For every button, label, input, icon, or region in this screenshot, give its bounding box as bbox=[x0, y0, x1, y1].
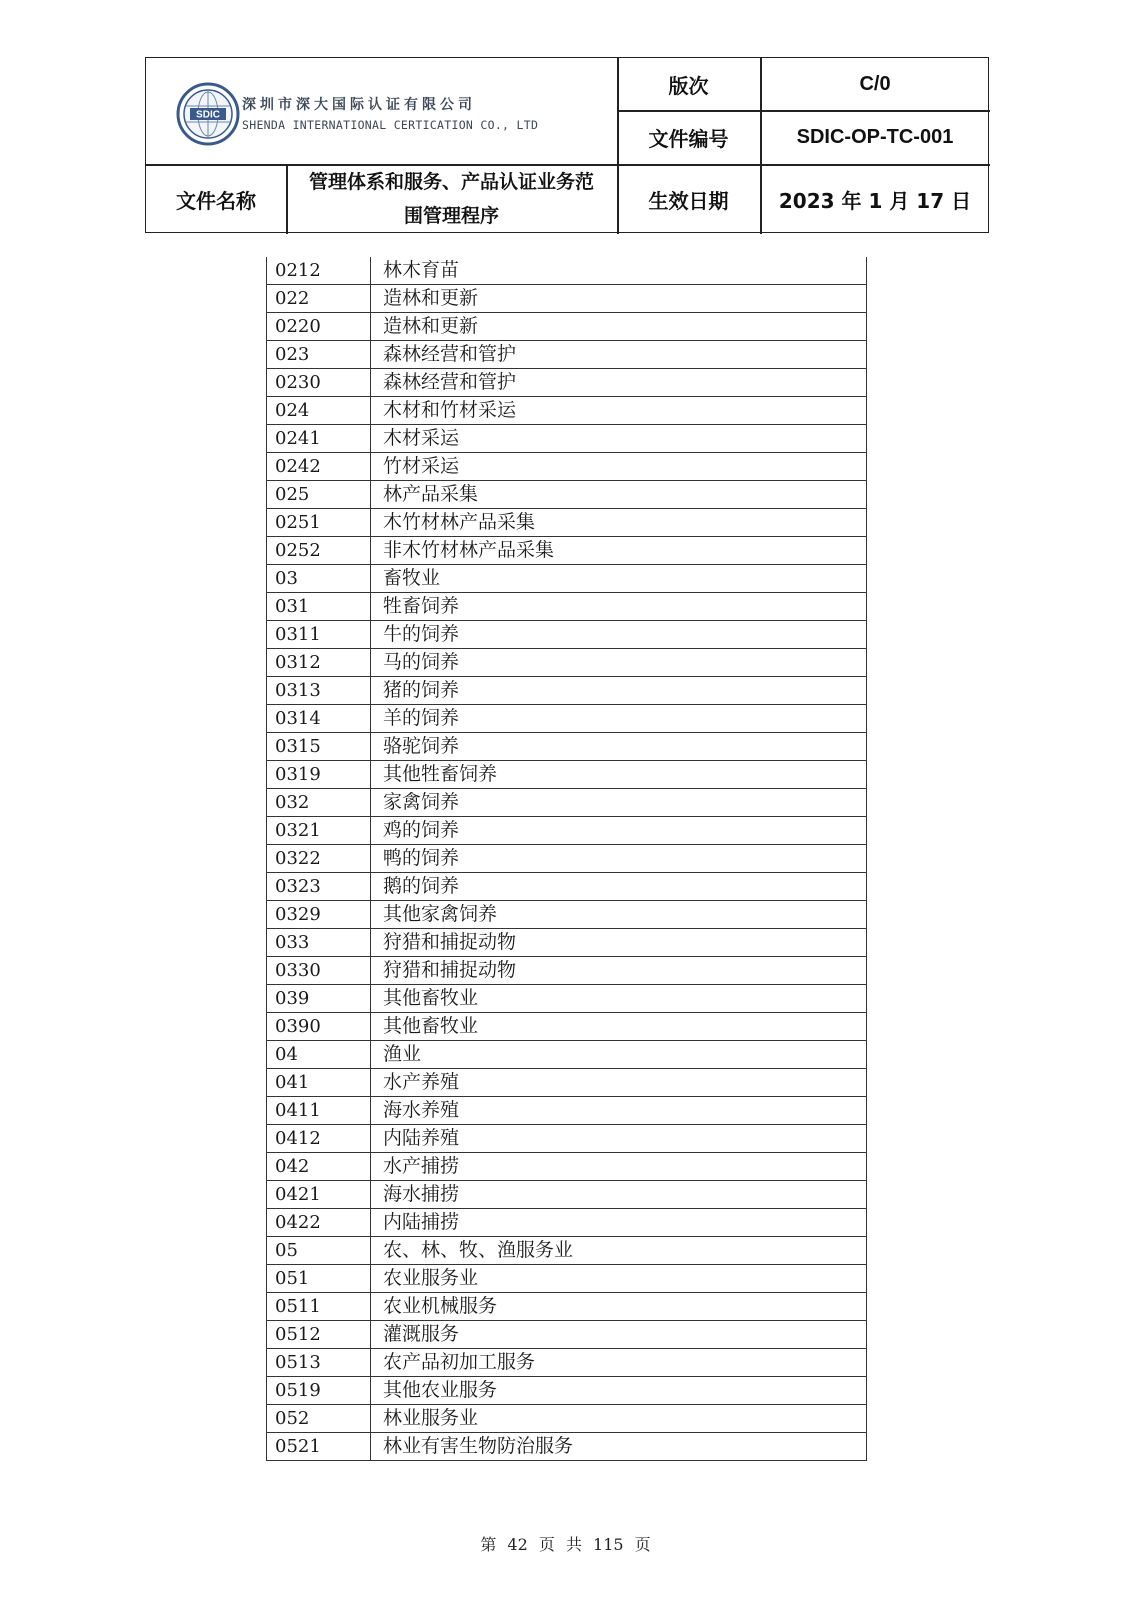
table-row bbox=[267, 257, 867, 285]
industry-name-cell: 内陆养殖 bbox=[371, 1125, 867, 1153]
industry-code-cell: 041 bbox=[267, 1069, 371, 1097]
table-row bbox=[267, 1433, 867, 1461]
industry-name-cell: 狩猎和捕捉动物 bbox=[371, 957, 867, 985]
industry-code-cell: 033 bbox=[267, 929, 371, 957]
table-row bbox=[267, 1237, 867, 1265]
industry-name-cell: 木材和竹材采运 bbox=[371, 397, 867, 425]
document-name-value bbox=[286, 164, 617, 234]
table-row bbox=[267, 509, 867, 537]
industry-name-cell: 木竹材林产品采集 bbox=[371, 509, 867, 537]
industry-code-cell: 0311 bbox=[267, 621, 371, 649]
industry-name-cell: 其他牲畜饲养 bbox=[371, 761, 867, 789]
industry-name-cell: 水产养殖 bbox=[371, 1069, 867, 1097]
industry-code-cell: 04 bbox=[267, 1041, 371, 1069]
industry-name-cell: 竹材采运 bbox=[371, 453, 867, 481]
industry-name-cell: 猪的饲养 bbox=[371, 677, 867, 705]
table-row bbox=[267, 565, 867, 593]
industry-code-cell: 0241 bbox=[267, 425, 371, 453]
industry-code-cell: 0390 bbox=[267, 1013, 371, 1041]
table-row bbox=[267, 957, 867, 985]
industry-name-cell: 农产品初加工服务 bbox=[371, 1349, 867, 1377]
industry-name-cell: 农业服务业 bbox=[371, 1265, 867, 1293]
table-row bbox=[267, 1349, 867, 1377]
industry-code-cell: 0313 bbox=[267, 677, 371, 705]
industry-code-cell: 052 bbox=[267, 1405, 371, 1433]
table-row bbox=[267, 1321, 867, 1349]
industry-name-cell: 其他畜牧业 bbox=[371, 985, 867, 1013]
industry-name-cell: 林业服务业 bbox=[371, 1405, 867, 1433]
table-row bbox=[267, 1069, 867, 1097]
industry-name-cell: 家禽饲养 bbox=[371, 789, 867, 817]
table-row bbox=[267, 929, 867, 957]
industry-name-cell: 海水养殖 bbox=[371, 1097, 867, 1125]
table-row bbox=[267, 593, 867, 621]
page-number: 第 42 页 共 115 页 bbox=[480, 1535, 651, 1554]
industry-code-cell: 0314 bbox=[267, 705, 371, 733]
industry-name-cell: 林木育苗 bbox=[371, 257, 867, 285]
industry-name-cell: 水产捕捞 bbox=[371, 1153, 867, 1181]
industry-name-cell: 其他畜牧业 bbox=[371, 1013, 867, 1041]
industry-code-cell: 0321 bbox=[267, 817, 371, 845]
table-row bbox=[267, 817, 867, 845]
industry-code-cell: 051 bbox=[267, 1265, 371, 1293]
industry-name-cell: 其他农业服务 bbox=[371, 1377, 867, 1405]
table-row bbox=[267, 1209, 867, 1237]
industry-code-cell: 032 bbox=[267, 789, 371, 817]
industry-name-cell: 牲畜饲养 bbox=[371, 593, 867, 621]
industry-code-cell: 0513 bbox=[267, 1349, 371, 1377]
industry-code-cell: 0242 bbox=[267, 453, 371, 481]
industry-name-cell: 木材采运 bbox=[371, 425, 867, 453]
industry-code-cell: 025 bbox=[267, 481, 371, 509]
table-row bbox=[267, 313, 867, 341]
industry-code-cell: 0422 bbox=[267, 1209, 371, 1237]
industry-code-cell: 0220 bbox=[267, 313, 371, 341]
industry-name-cell: 畜牧业 bbox=[371, 565, 867, 593]
industry-code-cell: 0512 bbox=[267, 1321, 371, 1349]
industry-code-cell: 0519 bbox=[267, 1377, 371, 1405]
industry-code-cell: 022 bbox=[267, 285, 371, 313]
table-row bbox=[267, 901, 867, 929]
table-row bbox=[267, 453, 867, 481]
industry-name-cell: 鸡的饲养 bbox=[371, 817, 867, 845]
industry-name-cell: 内陆捕捞 bbox=[371, 1209, 867, 1237]
industry-code-cell: 0312 bbox=[267, 649, 371, 677]
table-row bbox=[267, 1041, 867, 1069]
document-number-label: 文件编号 bbox=[648, 126, 729, 151]
industry-code-cell: 0212 bbox=[267, 257, 371, 285]
table-row bbox=[267, 397, 867, 425]
table-row bbox=[267, 369, 867, 397]
industry-code-cell: 0421 bbox=[267, 1181, 371, 1209]
version-value: C/0 bbox=[859, 72, 891, 95]
industry-code-cell: 0330 bbox=[267, 957, 371, 985]
industry-code-cell: 031 bbox=[267, 593, 371, 621]
document-number-value: SDIC-OP-TC-001 bbox=[796, 125, 954, 148]
industry-code-cell: 0329 bbox=[267, 901, 371, 929]
industry-name-cell: 造林和更新 bbox=[371, 313, 867, 341]
table-row bbox=[267, 789, 867, 817]
table-row bbox=[267, 425, 867, 453]
industry-name-cell: 灌溉服务 bbox=[371, 1321, 867, 1349]
table-row bbox=[267, 1125, 867, 1153]
industry-code-cell: 0251 bbox=[267, 509, 371, 537]
industry-code-table bbox=[266, 257, 866, 1461]
company-name-cn: 深圳市深大国际认证有限公司 bbox=[242, 97, 476, 113]
effective-date-label: 生效日期 bbox=[648, 188, 729, 213]
table-row bbox=[267, 845, 867, 873]
table-row bbox=[267, 1405, 867, 1433]
industry-code-cell: 05 bbox=[267, 1237, 371, 1265]
industry-code-cell: 03 bbox=[267, 565, 371, 593]
industry-code-cell: 0230 bbox=[267, 369, 371, 397]
effective-date-value: 2023 年 1 月 17 日 bbox=[778, 188, 972, 213]
document-header bbox=[145, 57, 989, 233]
industry-code-cell: 0252 bbox=[267, 537, 371, 565]
table-row bbox=[267, 1013, 867, 1041]
industry-name-cell: 牛的饲养 bbox=[371, 621, 867, 649]
industry-code-cell: 0319 bbox=[267, 761, 371, 789]
document-name-label: 文件名称 bbox=[176, 188, 256, 213]
industry-name-cell: 马的饲养 bbox=[371, 649, 867, 677]
industry-name-cell: 林产品采集 bbox=[371, 481, 867, 509]
industry-name-cell: 森林经营和管护 bbox=[371, 341, 867, 369]
industry-code-cell: 023 bbox=[267, 341, 371, 369]
table-row bbox=[267, 537, 867, 565]
industry-code-cell: 039 bbox=[267, 985, 371, 1013]
industry-name-cell: 森林经营和管护 bbox=[371, 369, 867, 397]
table-row bbox=[267, 705, 867, 733]
company-seal-icon bbox=[176, 82, 240, 146]
table-row bbox=[267, 733, 867, 761]
industry-name-cell: 狩猎和捕捉动物 bbox=[371, 929, 867, 957]
table-row bbox=[267, 481, 867, 509]
industry-name-cell: 鸭的饲养 bbox=[371, 845, 867, 873]
company-logo bbox=[176, 82, 551, 148]
industry-code-cell: 042 bbox=[267, 1153, 371, 1181]
table-row bbox=[267, 621, 867, 649]
company-name-en: SHENDA INTERNATIONAL CERTICATION CO., LTD bbox=[242, 118, 539, 132]
svg-text:SDIC: SDIC bbox=[196, 109, 220, 121]
table-row bbox=[267, 1293, 867, 1321]
table-row bbox=[267, 1265, 867, 1293]
industry-name-cell: 非木竹材林产品采集 bbox=[371, 537, 867, 565]
industry-name-cell: 农业机械服务 bbox=[371, 1293, 867, 1321]
table-row bbox=[267, 761, 867, 789]
document-name-line-1: 管理体系和服务、产品认证业务范 bbox=[308, 171, 594, 193]
industry-name-cell: 其他家禽饲养 bbox=[371, 901, 867, 929]
industry-code-cell: 0322 bbox=[267, 845, 371, 873]
industry-name-cell: 造林和更新 bbox=[371, 285, 867, 313]
table-row bbox=[267, 677, 867, 705]
version-label: 版次 bbox=[668, 73, 709, 98]
table-row bbox=[267, 873, 867, 901]
table-row bbox=[267, 985, 867, 1013]
table-row bbox=[267, 341, 867, 369]
industry-code-cell: 0315 bbox=[267, 733, 371, 761]
document-name-line-2: 围管理程序 bbox=[403, 205, 499, 227]
industry-code-cell: 0511 bbox=[267, 1293, 371, 1321]
industry-code-cell: 024 bbox=[267, 397, 371, 425]
industry-code-cell: 0323 bbox=[267, 873, 371, 901]
industry-name-cell: 渔业 bbox=[371, 1041, 867, 1069]
table-row bbox=[267, 1377, 867, 1405]
table-row bbox=[267, 1097, 867, 1125]
industry-name-cell: 海水捕捞 bbox=[371, 1181, 867, 1209]
industry-code-cell: 0411 bbox=[267, 1097, 371, 1125]
industry-name-cell: 羊的饲养 bbox=[371, 705, 867, 733]
table-row bbox=[267, 285, 867, 313]
industry-name-cell: 农、林、牧、渔服务业 bbox=[371, 1237, 867, 1265]
industry-name-cell: 骆驼饲养 bbox=[371, 733, 867, 761]
table-row bbox=[267, 649, 867, 677]
table-row bbox=[267, 1153, 867, 1181]
table-row bbox=[267, 1181, 867, 1209]
industry-name-cell: 林业有害生物防治服务 bbox=[371, 1433, 867, 1461]
industry-code-cell: 0412 bbox=[267, 1125, 371, 1153]
industry-code-cell: 0521 bbox=[267, 1433, 371, 1461]
industry-name-cell: 鹅的饲养 bbox=[371, 873, 867, 901]
